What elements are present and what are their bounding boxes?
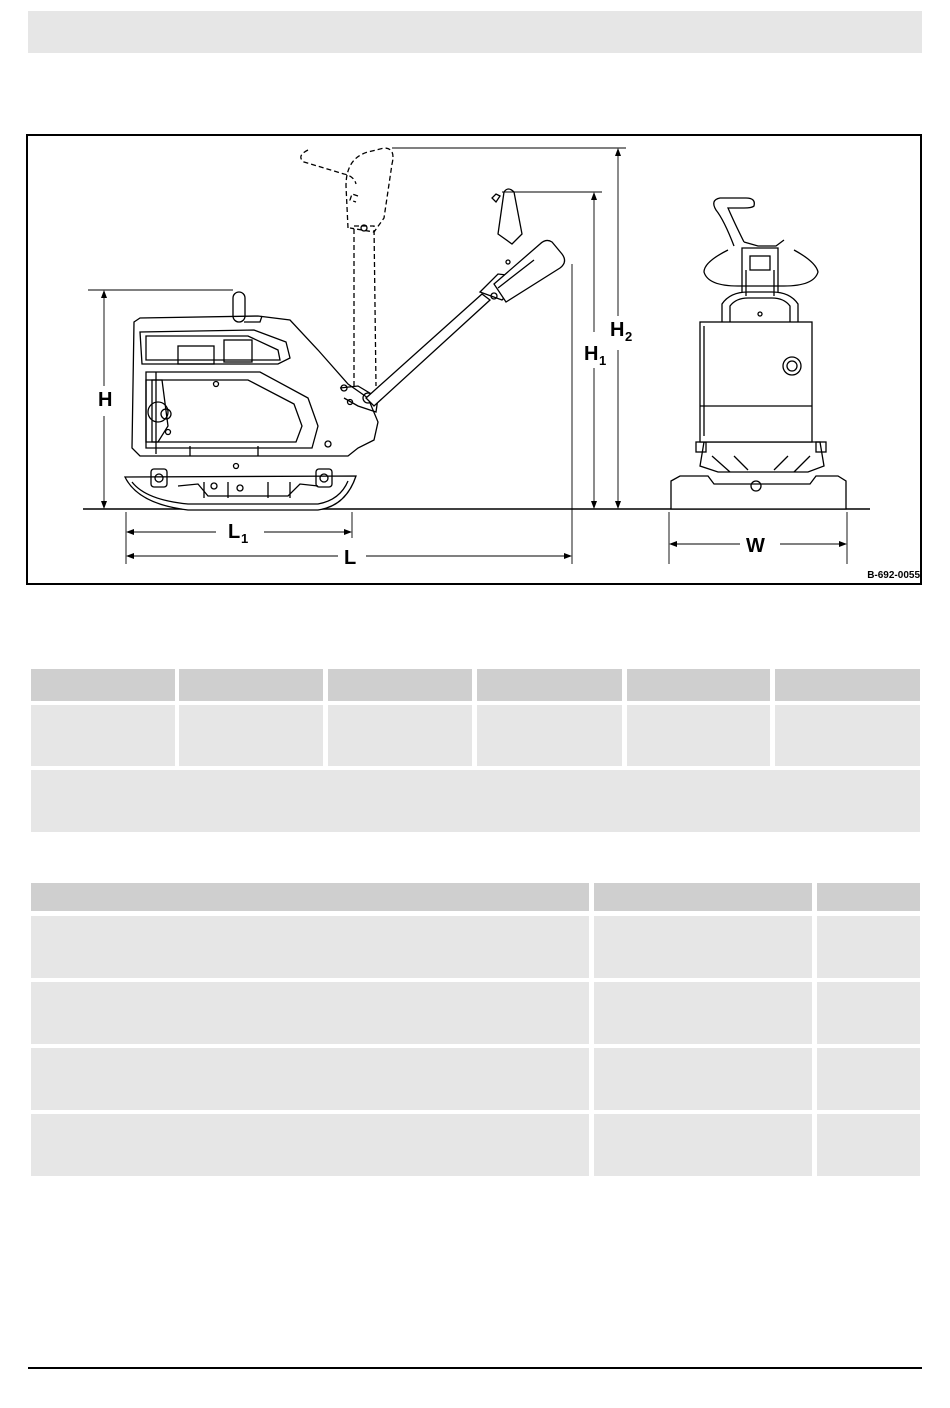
label-L1: L [228,521,241,543]
table1-header-cell [31,669,175,701]
table2-header-cell [31,883,589,911]
table2-header-cell [594,883,812,911]
table1-header-cell [328,669,472,701]
table1-header-cell [627,669,770,701]
table2-cell [817,982,920,1044]
footer-rule [28,1367,922,1369]
table1-note [31,770,920,832]
table2-cell [817,1048,920,1110]
table2-cell [817,916,920,978]
table2-cell [31,1114,589,1176]
label-L1-sub: 1 [241,531,249,546]
table2-cell [594,1048,812,1110]
table1-header-cell [477,669,622,701]
table1-cell [775,705,920,766]
label-W: W [746,535,765,557]
table2-cell [31,1048,589,1110]
label-H: H [98,389,113,411]
figure-id-label: B-692-0055 [867,570,920,581]
table1-header-cell [775,669,920,701]
table2-cell [31,916,589,978]
guide-handle [366,294,490,406]
table1-header-cell [179,669,323,701]
table1-cell [179,705,323,766]
table1-cell [477,705,622,766]
label-H1: H [584,343,599,365]
table2-cell [594,982,812,1044]
table2-header-cell [817,883,920,911]
dimension-figure [26,134,922,585]
table1-cell [328,705,472,766]
label-H2-sub: 2 [625,329,633,344]
table1-cell [627,705,770,766]
table2-cell [817,1114,920,1176]
label-H2: H [610,319,625,341]
table2-cell [594,1114,812,1176]
label-H1-sub: 1 [599,353,607,368]
table1-cell [31,705,175,766]
table2-cell [31,982,589,1044]
page-header-bar [28,11,922,53]
table2-cell [594,916,812,978]
front-engine-block [700,322,812,442]
machine-dimension-drawing [28,136,920,583]
label-L: L [344,547,357,569]
